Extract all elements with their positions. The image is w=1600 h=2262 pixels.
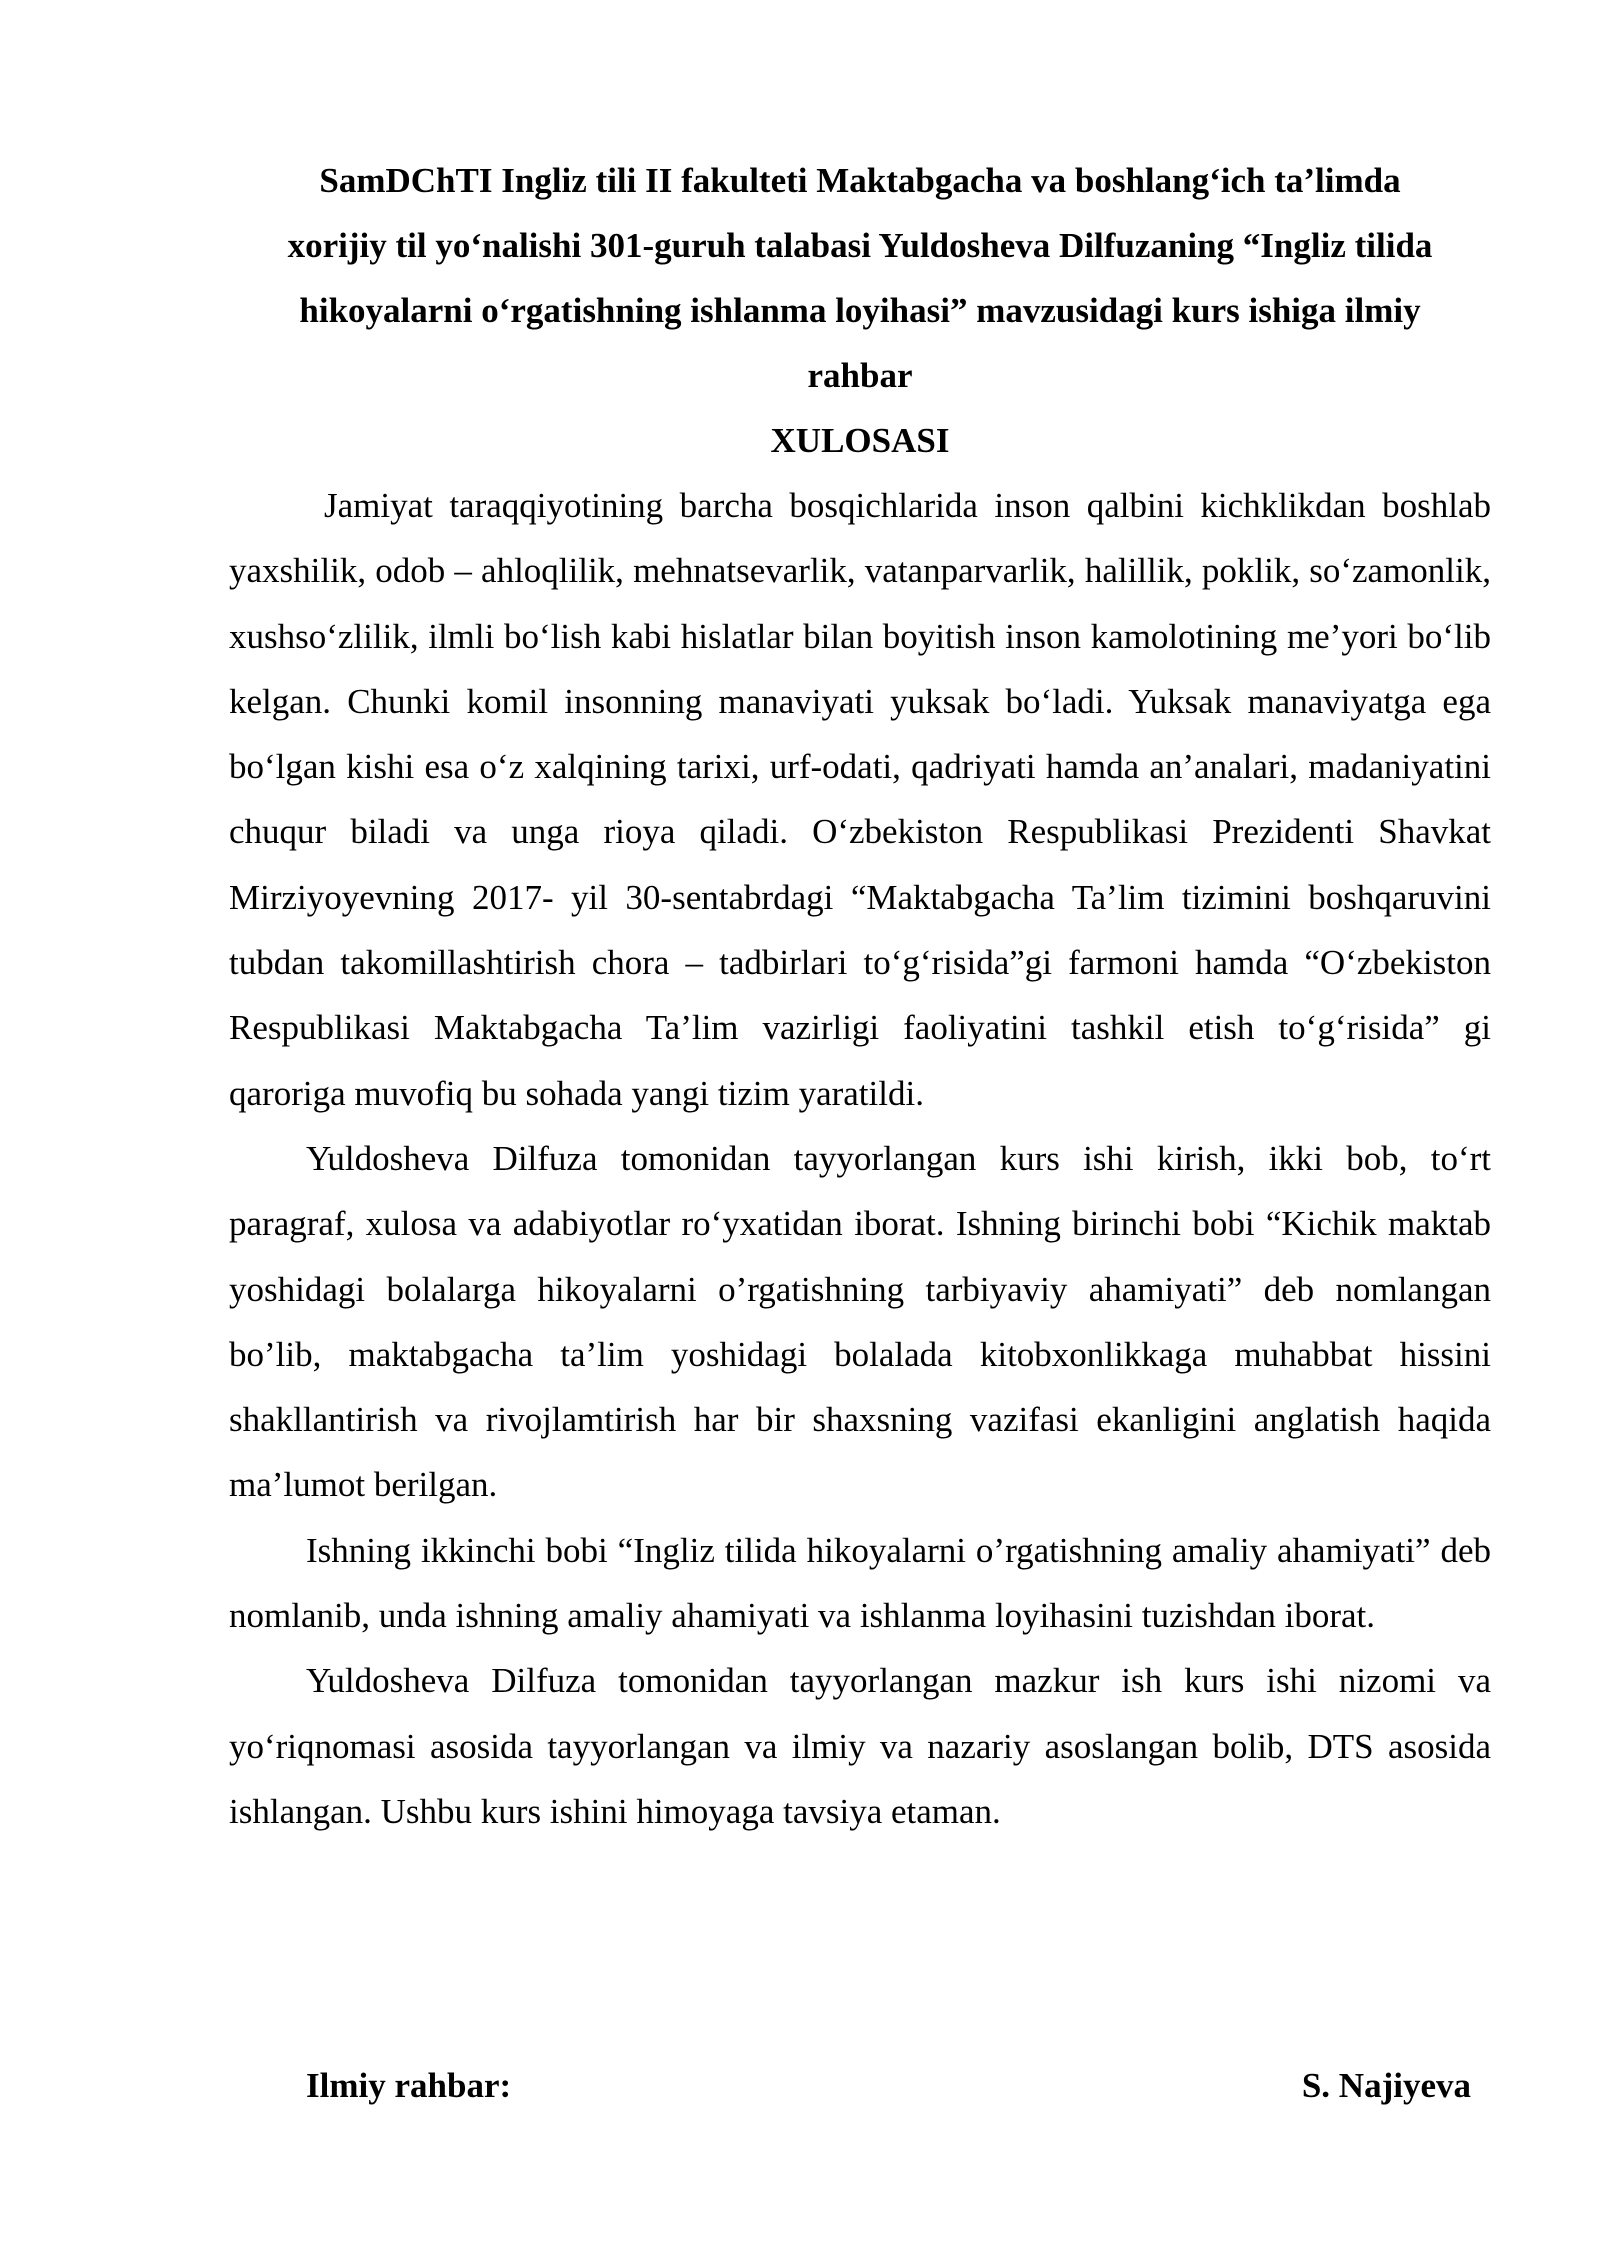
body-paragraph: Ishning ikkinchi bobi “Ingliz tilida hikoyalarni o’rgatishning amaliy ahamiyati” deb nomlanib, unda ishning amaliy ahamiyati va ishlanma loyihasini tuzishdan iborat. bbox=[229, 1530, 1491, 1636]
body-paragraph: Yuldosheva Dilfuza tomonidan tayyorlangan kurs ishi kirish, ikki bob, to‘rt paragraf, xulosa va adabiyotlar ro‘yxatidan iborat. Ishning birinchi bobi “Kichik maktab yoshidagi bolalarga hikoyalarni o’rgatishning tarbiyaviy ahamiyati” deb nomlangan bo’lib, maktabgacha ta’lim yoshidagi bolalada kitobxonlikkaga muhabbat hissini shakllantirish va rivojlamtirish har bir shaxsning vazifasi ekanligini anglatish haqida ma’lumot berilgan. bbox=[229, 1138, 1491, 1505]
header-line: xorijiy til yo‘nalishi 301-guruh talabasi Yuldosheva Dilfuzaning “Ingliz tilida bbox=[287, 226, 1433, 265]
signature-label: Ilmiy rahbar: bbox=[306, 2066, 512, 2105]
document-title: XULOSASI bbox=[770, 421, 950, 460]
header-line: rahbar bbox=[807, 356, 913, 395]
document-body bbox=[229, 473, 1491, 1844]
body-paragraph: Jamiyat taraqqiyotining barcha bosqichlarida inson qalbini kichklikdan boshlab yaxshilik, odob – ahloqlilik, mehnatsevarlik, vatanparvarlik, halillik, poklik, so‘zamonlik, xushso‘zlilik, ilmli bo‘lish kabi hislatlar bilan boyitish inson kamolotining me’yori bo‘lib kelgan. Chunki komil insonning manaviyati yuksak bo‘ladi. Yuksak manaviyatga ega bo‘lgan kishi esa o‘z xalqining tarixi, urf-odati, qadriyati hamda an’analari, madaniyatini chuqur biladi va unga rioya qiladi. O‘zbekiston Respublikasi Prezidenti Shavkat Mirziyoyevning 2017- yil 30-sentabrdagi “Maktabgacha Ta’lim tizimini boshqaruvini tubdan takomillashtirish chora – tadbirlari to‘g‘risida”gi farmoni hamda “O‘zbekiston Respublikasi Maktabgacha Ta’lim vazirligi faoliyatini tashkil etish to‘g‘risida” gi qaroriga muvofiq bu sohada yangi tizim yaratildi. bbox=[229, 486, 1491, 1113]
document-header bbox=[229, 148, 1491, 473]
body-paragraph: Yuldosheva Dilfuza tomonidan tayyorlangan mazkur ish kurs ishi nizomi va yo‘riqnomasi asosida tayyorlangan va ilmiy va nazariy asoslangan bolib, DTS asosida ishlangan. Ushbu kurs ishini himoyaga tavsiya etaman. bbox=[229, 1661, 1491, 1831]
signature-name: S. Najiyeva bbox=[1301, 2066, 1471, 2105]
header-line: hikoyalarni o‘rgatishning ishlanma loyihasi” mavzusidagi kurs ishiga ilmiy bbox=[299, 291, 1421, 330]
signature-block bbox=[306, 2053, 1471, 2118]
document-page bbox=[229, 148, 1491, 2105]
header-line: SamDChTI Ingliz tili II fakulteti Maktabgacha va boshlang‘ich ta’limda bbox=[319, 161, 1401, 200]
